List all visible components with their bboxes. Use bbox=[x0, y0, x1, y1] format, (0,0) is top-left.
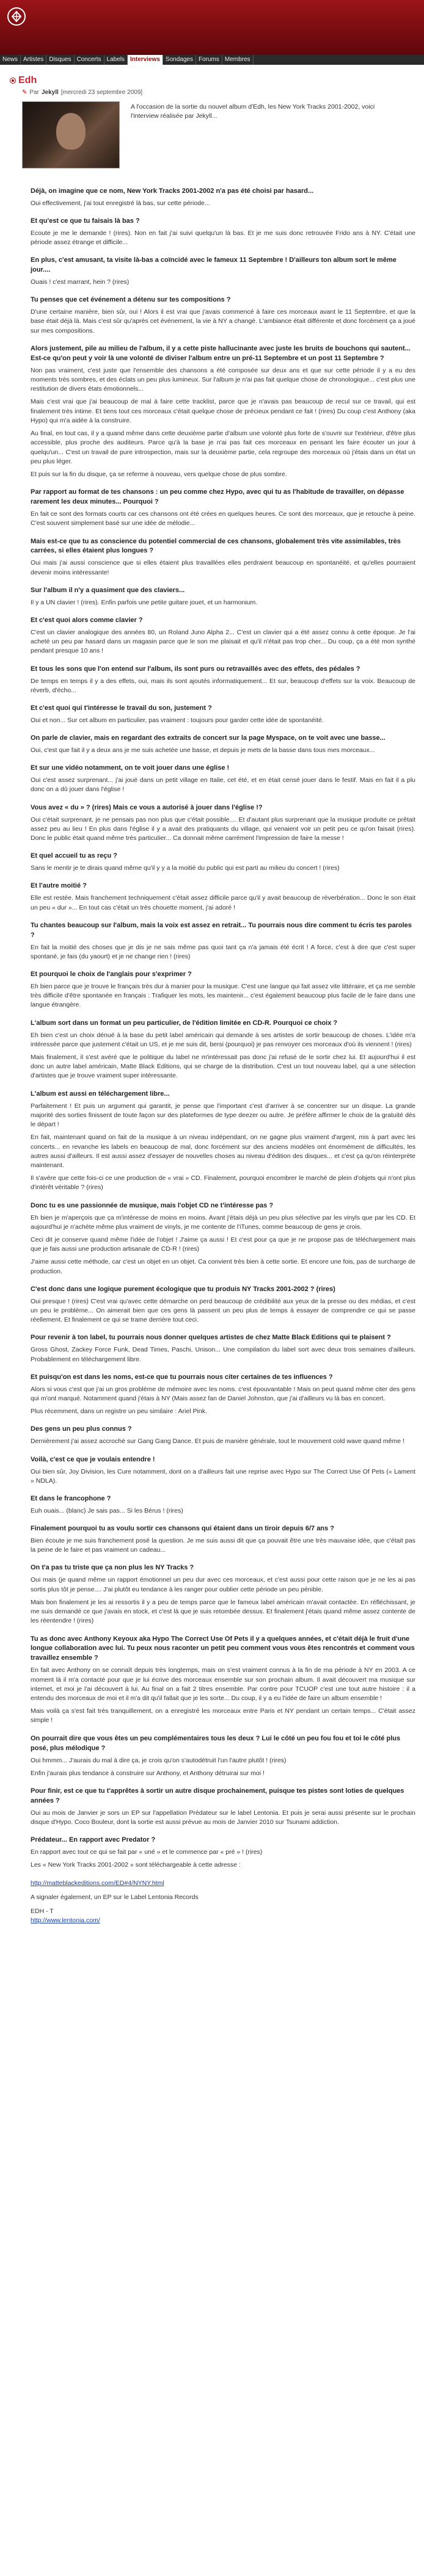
answer-paragraph: Mais c'est vrai que j'ai beaucoup de mal à faire cette tracklist, parce que je n'avais pas beaucoup de recul sur ce travail, qui est finalement très intime. Et tiens tout ces morceaux c'était quelque chose de précieux pendant ce fait ! (rires) Du coup c'est Anthony (aka Hypo) qui m'a aidée à la construire. bbox=[31, 398, 415, 424]
interview-question: Et c'est quoi qui t'intéresse le travail du son, justement ? bbox=[31, 704, 212, 712]
interview-answer bbox=[31, 1467, 415, 1486]
answer-paragraph: En fait la moitié des choses que je dis je ne sais même pas quoi tant ça n'a jamais été écrit ! A force, c'est à dire que c'est super spontané, je fais (du yaourt) et je ne change rien ! (rires) bbox=[31, 943, 415, 960]
interview-body bbox=[31, 187, 415, 1870]
interview-answer bbox=[31, 746, 415, 755]
interview-answer bbox=[31, 1666, 415, 1725]
answer-paragraph: Oui, c'est que fait il y a deux ans je me suis achetée une basse, et depuis je mets de la basse dans tous mes morceaux... bbox=[31, 747, 375, 754]
answer-paragraph: Oui hmmm... J'aurais du mal à dire ça, je crois qu'on s'autodétruit l'un l'autre plutôt ! (rires) bbox=[31, 1756, 287, 1764]
answer-paragraph: Ecoute je me le demande ! (rires). Non en fait j'ai suivi quelqu'un là bas. Et je me suis donc retrouvée Frido ans à NY. C'était une période assez étrange et difficile... bbox=[31, 229, 415, 246]
answer-paragraph: Mais finalement, il s'est avéré que le politique du label ne m'intéressait pas donc j'ai refusé de le sortir chez lui. Et aujourd'hui il est donc un autre label américain, Matte Black Editions, qui se charge de la distribution. C'est un tout nouveau label, qui a une sélection d'artistes que je trouve vraiment super intéressante. bbox=[31, 1054, 415, 1080]
answer-paragraph: En fait ce sont des formats courts car ces chansons ont été crées en quelques heures. Ce sont des morceaux, que je retouche à peine. C'est souvent simplement basé sur une idée de mélodie... bbox=[31, 510, 415, 527]
answer-paragraph: Au final, en tout cas, il y a quand même dans cette deuxième partie d'album une volonté plus forte de s'ouvrir sur l'extérieur, d'être plus accessible, plus proche des auditeurs. Parce qu'à la base je n'ai pas fait ces morceaux en pensant les faire écouter un jour à quelqu'un... C'est un travail de pure introspection, mais sur la deuxième partie, cela regroupe des morceaux où j'étais dans un état un peu plus léger. bbox=[31, 430, 415, 465]
interview-answer bbox=[31, 864, 415, 873]
answer-paragraph: Il s'avère que cette fois-ci ce une production de « vrai » CD. Finalement, pourquoi encombrer le marché de plein d'objets qui n'ont plus d'intérêt véritable ? (rires) bbox=[31, 1174, 415, 1192]
interview-answer bbox=[31, 1756, 415, 1778]
answer-paragraph: Euh ouais... (blanc) Je sais pas... Si les Bérus ! (rires) bbox=[31, 1507, 183, 1514]
answer-paragraph: Ouais ! c'est marrant, hein ? (rires) bbox=[31, 278, 130, 286]
answer-paragraph: Eh bien c'est un choix dénué à la base du petit label américain qui demande à ses artistes de sortir beaucoup de choses. L'idée m'a intéressée parce que justement c'était un US, et je me suis dit, bersi (pourquoi) je pas renvoyer ces morceaux d'où ils viennent ! (rires) bbox=[31, 1031, 415, 1048]
answer-paragraph: C'est un clavier analogique des années 80, un Roland Juno Alpha 2... C'est un clavier qui a été assez connu à cette époque. Je l'ai acheté un peu par hasard dans un magasin parce que le son me plaisait et qu'il n'était pas trop cher... Du coup, ça a été mon synthé pendant presque 10 ans ! bbox=[31, 628, 415, 655]
interview-question: Et tous les sons que l'on entend sur l'album, ils sont purs ou retravaillés avec des effets, des pédales ? bbox=[31, 665, 360, 673]
answer-paragraph: Les « New York Tracks 2001-2002 » sont téléchargeable à cette adresse : bbox=[31, 1861, 241, 1869]
artist-photo bbox=[22, 101, 120, 168]
interview-question: Vous avez « du » ? (rires) Mais ce vous a autorisé à jouer dans l'église !? bbox=[31, 803, 263, 811]
main-nav bbox=[0, 55, 424, 65]
bullet-icon bbox=[10, 78, 16, 84]
answer-paragraph: Parfaitement ! Et puis un argument qui garantit, je pense que l'important c'est d'arriver à se concentrer sur un disque. La grande majorité des sorties finissent de toute façon sur des plateformes de type deezer ou autre. Je préfère affirmer le choix de la gratuité dès le départ ! bbox=[31, 1102, 415, 1129]
answer-paragraph: Mais voilà ça s'est fait très tranquillement, on a enregistré les morceaux entre Paris et NY pendant un certain temps... C'était assez simple ! bbox=[31, 1707, 415, 1724]
answer-paragraph: Oui mais j'ai aussi conscience que si elles étaient plus travaillées elles perdraient beaucoup en spontanéité, et qu'elles pourraient devenir moins intéressante! bbox=[31, 559, 415, 576]
interview-question: Et puisqu'on est dans les noms, est-ce que tu pourrais nous citer certaines de tes influences ? bbox=[31, 1373, 333, 1381]
interview-answer bbox=[31, 1297, 415, 1325]
answer-paragraph: Eh bien je m'aperçois que ça m'intéresse de moins en moins. Avant j'étais déjà un peu plus sélective par les vinyls que par les CD. Et aujourd'hui je n'achète même plus vraiment de vinyls, je me contente de l'iTunes, comme beaucoup de gens je crois. bbox=[31, 1214, 415, 1231]
interview-question: Pour revenir à ton label, tu pourrais nous donner quelques artistes de chez Matte Black Editions qui te plaisent ? bbox=[31, 1334, 391, 1342]
answer-paragraph: Gross Ghost, Zackey Force Funk, Dead Times, Paschi, Unison... Une compilation du label sort avec deux trois semaines d'ailleurs. Probablement en téléchargement libre. bbox=[31, 1346, 415, 1363]
answer-paragraph: Oui mais (je quand même un rapport émotionnel un peu dur avec ces morceaux, et c'est aussi pour cette raison que je ne les ai pas sortis plus tôt je pense.... J'ai plutôt eu tendance à les ranger pour oublier cette période un peu pénible. bbox=[31, 1576, 415, 1593]
answer-paragraph: Oui presque ! (rires) C'est vrai qu'avec cette démarche on perd beaucoup de crédibilité aux yeux de la presse ou des médias, et c'est un peu le problème... On aimerait bien que ces gens là passent un peu plus de temps à essayer de comprendre ce qui se passe réellement. Et finalement ce qui se trame derrière tout ceci. bbox=[31, 1297, 415, 1324]
edh-label: EDH - T bbox=[31, 1908, 54, 1916]
download-link[interactable]: http://matteblackeditions.com/ED#4/NYNY.html bbox=[31, 1879, 164, 1887]
site-link[interactable]: http://www.lentonia.com/ bbox=[31, 1917, 100, 1925]
interview-answer bbox=[31, 1809, 415, 1827]
interview-answer bbox=[31, 894, 415, 912]
interview-answer bbox=[31, 677, 415, 695]
interview-answer bbox=[31, 308, 415, 336]
interview-question: Et qu'est ce que tu faisais là bas ? bbox=[31, 217, 140, 225]
interview-question: On parle de clavier, mais en regardant des extraits de concert sur la page Myspace, on te voit avec une basse... bbox=[31, 734, 386, 742]
answer-paragraph: En rapport avec tout ce qui se fait par « uné » et le commence par « pré » ! (rires) bbox=[31, 1848, 263, 1856]
interview-answer bbox=[31, 598, 415, 607]
interview-question: L'album est aussi en téléchargement libre... bbox=[31, 1090, 170, 1098]
byline-prefix: Par bbox=[29, 89, 39, 96]
signoff-text: A signaler également, un EP sur le Label Lentonia Records bbox=[31, 1893, 199, 1901]
interview-question: Donc tu es une passionnée de musique, mais l'objet CD ne t'intéresse pas ? bbox=[31, 1201, 274, 1209]
interview-question: Et c'est quoi alors comme clavier ? bbox=[31, 616, 143, 624]
answer-paragraph: D'une certaine manière, bien sûr, oui ! Alors il est vrai que j'avais commencé à faire ces morceaux avant le 11 Septembre, et que la base était déjà là. Mais c'est sûr qu'après cet événement, la vie à NY a changé. L'ambiance était différente et donc forcément ça a joué sur mes compositions. bbox=[31, 308, 415, 335]
answer-paragraph: Oui c'est assez surprenant... j'ai joué dans un petit village en Italie, cet été, et en était censé jouer dans le festif. Mais en fait il a plu donc on a dû jouer dans l'église ! bbox=[31, 776, 415, 794]
links-block bbox=[31, 1879, 419, 1926]
interview-answer bbox=[31, 1576, 415, 1626]
interview-question: Tu as donc avec Anthony Keyoux aka Hypo The Correct Use Of Pets il y a quelques années, et c'était déjà le fruit d'une longue collaboration avec lui. Tu peux nous raconter un petit peu comment vous vous êtes rencontrés et comment vous travaillez ensemble ? bbox=[31, 1635, 415, 1662]
interview-answer bbox=[31, 1385, 415, 1417]
interview-answer bbox=[31, 816, 415, 844]
interview-question: On pourrait dire que vous êtes un peu complémentaires tous les deux ? Lui le côté un peu fou fou et toi le côté plus posé, plus mélodique ? bbox=[31, 1734, 401, 1752]
post-header bbox=[10, 73, 419, 87]
interview-question: Voilà, c'est ce que je voulais entendre ! bbox=[31, 1455, 155, 1463]
edit-icon[interactable]: ✎ bbox=[22, 89, 27, 96]
logo-icon bbox=[9, 9, 24, 24]
interview-question: Des gens un peu plus connus ? bbox=[31, 1425, 132, 1433]
main-content bbox=[0, 65, 424, 1943]
interview-question: C'est donc dans une logique purement écologique que tu produis NY Tracks 2001-2002 ? (rires) bbox=[31, 1285, 335, 1293]
nav-item-concerts[interactable]: Concerts bbox=[75, 55, 104, 65]
interview-answer bbox=[31, 278, 415, 287]
answer-paragraph: Elle est restée. Mais franchement techniquement c'était assez difficile parce qu'il y avait beaucoup de réverbération... Donc le son était un peu « dur »... En tout cas c'était un très chouette moment, j'ai adoré ! bbox=[31, 894, 415, 911]
interview-question: On t'a pas tu triste que ça non plus les NY Tracks ? bbox=[31, 1564, 194, 1572]
interview-question: Sur l'album il n'y a quasiment que des claviers... bbox=[31, 586, 185, 594]
interview-answer bbox=[31, 199, 415, 208]
interview-question: Tu penses que cet événement a détenu sur tes compositions ? bbox=[31, 296, 231, 304]
interview-question: Par rapport au format de tes chansons : un peu comme chez Hypo, avec qui tu as l'habitude de travailler, on dépasse rarement les deux minutes... Pourquoi ? bbox=[31, 488, 404, 506]
interview-question: Mais est-ce que tu as conscience du potentiel commercial de ces chansons, globalement très vite assimilables, très carrées, si elles étaient plus longues ? bbox=[31, 537, 401, 555]
interview-question: Alors justement, pile au milieu de l'album, il y a cette piste hallucinante avec juste les bruits de bouchons qui sautent... Est-ce qu'on peut y voir là une volonté de diviser l'album entre un pré-11 Septembre et un post 11 Septembre ? bbox=[31, 344, 411, 362]
intro-text: A l'occasion de la sortie du nouvel album d'Edh, les New York Tracks 2001-2002, voici l'interview réalisée par Jekyll... bbox=[131, 103, 375, 120]
interview-answer bbox=[31, 982, 415, 1010]
answer-paragraph: Alors si vous c'est que j'ai un gros problème de mémoire avec les noms. c'est épouvantable ! Mais on peut quand même citer des gens qui m'ont marqué. Notamment quand j'étais à NY (Mais assez fan de Daniel Johnston, que j'ai d'ailleurs vu là bas en concert. bbox=[31, 1385, 415, 1402]
interview-answer bbox=[31, 1345, 415, 1364]
post-date: [mercredi 23 septembre 2009] bbox=[60, 89, 143, 96]
nav-item-disques[interactable]: Disques bbox=[46, 55, 74, 65]
interview-question: L'album sort dans un format un peu particulier, de l'édition limitée en CD-R. Pourquoi ce choix ? bbox=[31, 1019, 338, 1027]
answer-paragraph: Enfin j'aurais plus tendance à construire sur Anthony, et Anthony détruirai sur moi ! bbox=[31, 1769, 265, 1777]
answer-paragraph: En fait avec Anthony on se connaît depuis très longtemps, mais on s'est vraiment connus à la fin de ma période à NY en 2003. A ce moment là il m'a contacté pour que je lui écrive des morceaux ensemble sur son prochain album. Il avait découvert ma musique sur internet, et moi je l'ai découvert à lui. Au final on a fait 2 titres ensemble. Par contre pour TCUOP c'est une tout autre histoire : il a entendu des morceaux de moi et il m'a dit qu'il fallait que je les sorte... Du coup, il y a eu l'idée de faire un album ensemble ! bbox=[31, 1666, 415, 1702]
answer-paragraph: Oui et non... Sur cet album en particulier, pas vraiment : toujours pour garder cette idée de spontanéité. bbox=[31, 716, 324, 724]
answer-paragraph: Eh bien parce que je trouve le français très dur à manier pour la musique. C'est une langue qui fait assez vite littéraire, et ça me semble très difficile d'être spontanée en français : Trafiquer les mots, les maintenir... c'est également beaucoup plus facile de le faire dans une langue étrangère. bbox=[31, 983, 415, 1009]
interview-answer bbox=[31, 1848, 415, 1870]
answer-paragraph: Oui bien sûr, Joy Division, les Cure notamment, dont on a d'ailleurs fait une reprise avec Hypo sur The Correct Use Of Pets (« Lament » NDLA). bbox=[31, 1467, 415, 1485]
answer-paragraph: Et puis sur la fin du disque, ça se referme à nouveau, vers quelque chose de plus sombre. bbox=[31, 470, 287, 478]
nav-item-artistes[interactable]: Artistes bbox=[21, 55, 46, 65]
interview-question: Et pourquoi le choix de l'anglais pour s'exprimer ? bbox=[31, 971, 192, 979]
interview-answer bbox=[31, 776, 415, 794]
interview-answer bbox=[31, 1536, 415, 1555]
interview-answer bbox=[31, 1102, 415, 1193]
answer-paragraph: Oui au mois de Janvier je sors un EP sur l'appellation Prédateur sur le label Lentonia. Et puis je serai aussi présente sur le prochain disque d'Hypo. Coco Bouleur, dont la sortie est aussi prévue au mois de Janvier 2010 sur Tsunami addiction. bbox=[31, 1809, 415, 1826]
interview-answer bbox=[31, 559, 415, 577]
site-header bbox=[0, 0, 424, 55]
interview-answer bbox=[31, 628, 415, 656]
nav-item-membres[interactable]: Membres bbox=[222, 55, 254, 65]
interview-question: Et dans le francophone ? bbox=[31, 1494, 111, 1502]
author-name[interactable]: Jekyll bbox=[41, 89, 59, 96]
interview-answer bbox=[31, 1031, 415, 1081]
answer-paragraph: Oui effectivement, j'ai tout enregistré là bas, sur cette période... bbox=[31, 199, 210, 207]
interview-answer bbox=[31, 1437, 415, 1446]
answer-paragraph: Dernièrement j'ai assez accroché sur Gang Gang Dance. Et puis de manière générale, tout le mouvement cold wave quand même ! bbox=[31, 1438, 404, 1445]
nav-item-forums[interactable]: Forums bbox=[196, 55, 222, 65]
interview-answer bbox=[31, 716, 415, 725]
answer-paragraph: Mais bon finalement je les ai ressortis il y a peu de temps parce que le fameux label américain m'avait contactée. En réfléchissant, je me suis demandé ce que j'avais en stock, et c'est là que je suis retombée dessus. Et finalement j'étais quand même assez contente de les réentendre ! (rires) bbox=[31, 1598, 415, 1625]
nav-item-sondages[interactable]: Sondages bbox=[163, 55, 196, 65]
nav-item-news[interactable]: News bbox=[0, 55, 21, 65]
byline bbox=[22, 89, 419, 98]
answer-paragraph: Non pas vraiment, c'est juste que l'ensemble des chansons a été composée sur deux ans et que sur cette période il y a eu des moments très sombres, et des éclats un peu plus lumineux. Sur l'album je n'ai pas fait quelque chose de chronologique... c'est plus une restitution de divers états émotionnels... bbox=[31, 366, 415, 393]
answer-paragraph: Plus récemment, dans un registre un peu similaire : Ariel Pink. bbox=[31, 1408, 207, 1416]
answer-paragraph: De temps en temps il y a des effets, oui, mais ils sont ajoutés informatiquement... Et sur, beaucoup d'effets sur la voix. Beaucoup de réverb, d'écho... bbox=[31, 677, 415, 694]
interview-question: Et l'autre moitié ? bbox=[31, 882, 87, 890]
answer-paragraph: Ceci dit je conserve quand même l'idée de l'objet ! J'aime ça aussi ! Et c'est pour ça que je ne propose pas de téléchargement mais que je fais aussi une production artisanale de CD-R ! (rires) bbox=[31, 1236, 415, 1253]
page-title: Edh bbox=[18, 75, 37, 85]
interview-question: Tu chantes beaucoup sur l'album, mais la voix est assez en retrait... Tu pourrais nous dire comment tu écris tes paroles ? bbox=[31, 921, 412, 939]
interview-question: Et quel accueil tu as reçu ? bbox=[31, 852, 117, 860]
interview-answer bbox=[31, 1214, 415, 1276]
site-logo[interactable] bbox=[7, 7, 26, 26]
answer-paragraph: Sans le mentir je te dirais quand même qu'il y y a la moitié du public qui est parti au milieu du concert ! (rires) bbox=[31, 864, 340, 872]
answer-paragraph: Bien écoute je me suis franchement posé la question. Je me suis aussi dit que ça pouvait être une très mauvaise idée, que c'était pas la peine de le faire et pas vraiment un cadeau... bbox=[31, 1537, 415, 1554]
interview-answer bbox=[31, 229, 415, 247]
interview-question: Et sur une vidéo notamment, on te voit jouer dans une église ! bbox=[31, 764, 230, 772]
answer-paragraph: J'aime aussi cette méthode, car c'est un objet en un objet. Ca convient très bien à cette sortie. Et encore une fois, pas de surcharge de production. bbox=[31, 1258, 415, 1275]
interview-question: En plus, c'est amusant, ta visite là-bas a coïncidé avec le fameux 11 Septembre ! D'ailleurs ton album sort le même jour.... bbox=[31, 256, 397, 274]
nav-item-labels[interactable]: Labels bbox=[104, 55, 128, 65]
answer-paragraph: Il y a UN clavier ! (rires). Enfin parfois une petite guitare jouet, et un harmonium. bbox=[31, 598, 258, 606]
intro-block bbox=[22, 101, 419, 168]
interview-question: Finalement pourquoi tu as voulu sortir ces chansons qui étaient dans un tiroir depuis 6/7 ans ? bbox=[31, 1525, 334, 1533]
interview-answer bbox=[31, 1507, 415, 1516]
nav-item-interviews[interactable]: Interviews bbox=[128, 55, 163, 65]
interview-question: Déjà, on imagine que ce nom, New York Tracks 2001-2002 n'a pas été choisi par hasard... bbox=[31, 187, 314, 195]
answer-paragraph: Oui c'était surprenant, je ne pensais pas non plus que c'était possible.... Et d'autant plus surprenant que la musique produite ce prêtait assez peu au lieu ! En plus dans l'église il y a avait des pratiquants du village, qui venaient voir un petit peu ce qu'on faisait (rires). Donc le public était quand même très particulier... Ca donnait même carrément l'impression de faire la messe ! bbox=[31, 816, 415, 842]
interview-question: Prédateur... En rapport avec Predator ? bbox=[31, 1836, 156, 1844]
interview-answer bbox=[31, 510, 415, 528]
interview-answer bbox=[31, 366, 415, 479]
interview-question: Pour finir, est ce que tu t'apprêtes à sortir un autre disque prochainement, puisque tes pistes sont loties de quelques années ? bbox=[31, 1787, 404, 1804]
interview-answer bbox=[31, 943, 415, 961]
answer-paragraph: En fait, maintenant quand on fait de la musique à un niveau indépendant, on ne gagne plus vraiment d'argent, mis à part avec les concerts... en revanche les labels en beaucoup de mal, donc forcément sur des anciens modèles ont énormément de difficultés, les autres aussi d'ailleurs. Il est aussi assez d'essayer de nouvelles choses au niveau d'édition des disques... et c'est ça qu'on réinterprète maintenant. bbox=[31, 1134, 415, 1169]
